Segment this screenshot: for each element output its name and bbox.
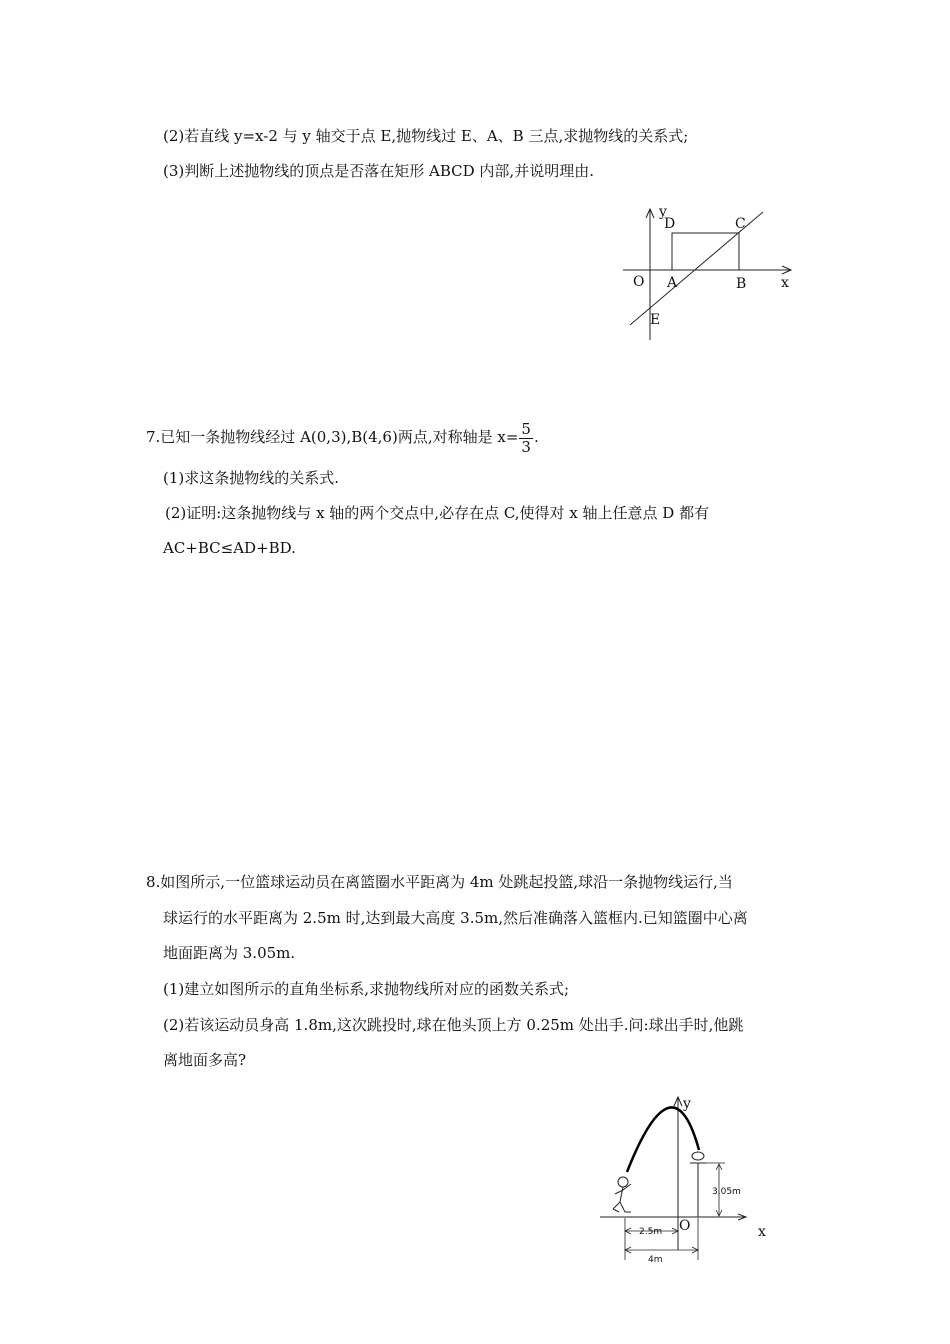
label-o: O — [633, 274, 645, 290]
label-d: D — [664, 216, 676, 232]
label-y: y — [659, 204, 667, 220]
label-b: B — [736, 276, 747, 292]
problem8-part2-line2: 离地面多高? — [163, 1051, 247, 1069]
rectangle-abcd — [672, 233, 739, 270]
label-x: x — [758, 1224, 766, 1240]
player-head — [618, 1177, 628, 1187]
rectangle-parabola-figure — [615, 200, 805, 350]
problem6-part3: (3)判断上述抛物线的顶点是否落在矩形 ABCD 内部,并说明理由. — [163, 162, 594, 180]
problem7-stem — [146, 417, 539, 457]
fraction-numerator: 5 — [521, 419, 531, 438]
problem7-stem-text: 7.已知一条抛物线经过 A(0,3),B(4,6)两点,对称轴是 x= — [146, 428, 519, 446]
problem7-part2-line1: (2)证明:这条抛物线与 x 轴的两个交点中,必存在点 C,使得对 x 轴上任意点 D 都有 — [165, 504, 710, 522]
label-4m: 4m — [648, 1255, 663, 1265]
label-2-5m: 2.5m — [639, 1227, 663, 1237]
hoop — [692, 1152, 704, 1160]
label-c: C — [735, 216, 746, 232]
label-y: y — [683, 1096, 691, 1112]
problem7-part2-line2: AC+BC≤AD+BD. — [163, 539, 296, 557]
problem8-part2-line1: (2)若该运动员身高 1.8m,这次跳投时,球在他头顶上方 0.25m 处出手.问:球出手时,他跳 — [163, 1016, 744, 1034]
basketball-figure — [595, 1090, 785, 1270]
player-figure — [613, 1177, 631, 1212]
problem7-part1: (1)求这条抛物线的关系式. — [163, 469, 340, 487]
ball-trajectory — [627, 1107, 699, 1172]
fraction-denominator: 3 — [521, 437, 531, 456]
label-a: A — [667, 275, 678, 291]
problem8-line2: 球运行的水平距离为 2.5m 时,达到最大高度 3.5m,然后准确落入篮框内.已知篮圈中心离 — [163, 909, 748, 927]
label-o: O — [679, 1218, 691, 1234]
problem8-line3: 地面距离为 3.05m. — [163, 944, 296, 962]
label-e: E — [650, 312, 661, 328]
label-height: 3.05m — [712, 1187, 741, 1197]
label-x: x — [781, 275, 789, 291]
problem8-part1: (1)建立如图所示的直角坐标系,求抛物线所对应的函数关系式; — [163, 980, 570, 998]
problem6-part2: (2)若直线 y=x-2 与 y 轴交于点 E,抛物线过 E、A、B 三点,求抛物线的关系式; — [163, 127, 689, 145]
problem8-line1: 8.如图所示,一位篮球运动员在离篮圈水平距离为 4m 处跳起投篮,球沿一条抛物线运行,当 — [146, 873, 733, 891]
fraction-five-thirds — [519, 421, 533, 456]
problem7-stem-end: . — [533, 428, 539, 446]
